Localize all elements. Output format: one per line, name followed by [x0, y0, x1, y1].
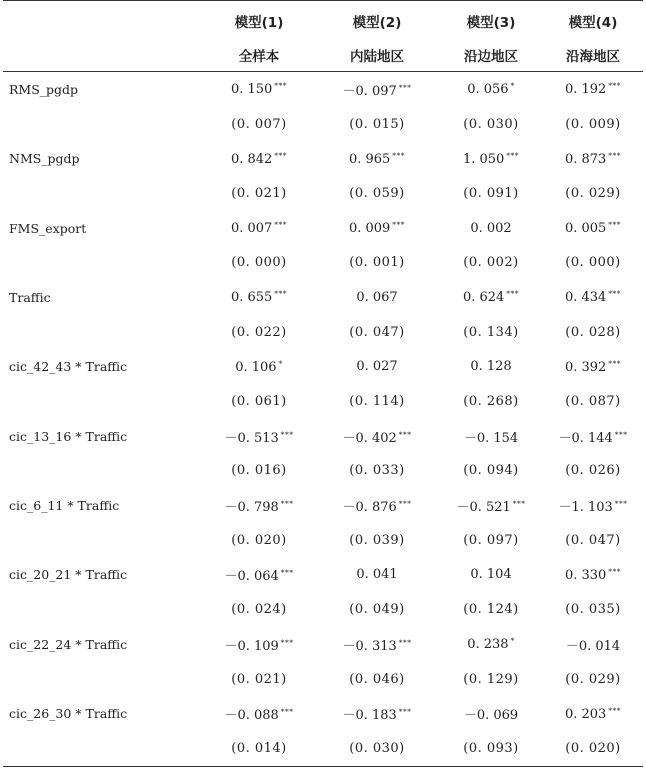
- coefficient-cell: [315, 488, 439, 523]
- coefficient-value: 0. 434: [564, 290, 607, 306]
- standard-error-row: [3, 245, 643, 280]
- coefficient-cell: [203, 350, 315, 385]
- standard-error-cell: (0. 028): [565, 324, 621, 340]
- standard-error-cell: (0. 134): [463, 324, 519, 340]
- standard-error-row: [3, 662, 643, 697]
- coefficient-value: －0. 088: [224, 708, 279, 724]
- standard-error-row: [3, 523, 643, 558]
- header-model-1: 模型(1): [203, 1, 315, 39]
- coefficient-cell: [315, 696, 439, 731]
- coefficient-value: 0. 624: [462, 290, 505, 306]
- coefficient-value: －0. 798: [224, 500, 279, 516]
- coefficient-value: 0. 655: [230, 290, 273, 306]
- variable-name: cic_6_11 * Traffic: [9, 498, 120, 514]
- coefficient-value: －0. 109: [224, 638, 279, 654]
- standard-error-cell: (0. 022): [231, 324, 287, 340]
- coefficient-value: 0. 203: [564, 706, 607, 722]
- standard-error-cell: (0. 093): [439, 731, 543, 766]
- coefficient-cell: [543, 488, 643, 523]
- coefficient-value: 0. 128: [470, 359, 512, 375]
- coefficient-cell: [315, 419, 439, 454]
- significance-stars: ***: [274, 150, 288, 160]
- significance-stars: ***: [608, 220, 622, 230]
- significance-stars: *: [278, 358, 283, 368]
- significance-stars: ***: [392, 150, 406, 160]
- standard-error-cell: (0. 033): [349, 463, 405, 479]
- significance-stars: ***: [512, 499, 526, 509]
- standard-error-cell: (0. 020): [231, 532, 287, 548]
- standard-error-cell: (0. 047): [565, 532, 621, 548]
- significance-stars: ***: [280, 499, 294, 509]
- header-empty-cell: [3, 38, 203, 72]
- coefficient-cell: [203, 488, 315, 523]
- header-model-2: 模型(2): [315, 1, 439, 39]
- variable-name: cic_42_43 * Traffic: [9, 359, 128, 375]
- coefficient-cell: [439, 696, 543, 731]
- coefficient-cell: [543, 211, 643, 246]
- header-row-models: [3, 1, 643, 39]
- standard-error-row: [3, 315, 643, 350]
- coefficient-value: 0. 041: [356, 567, 398, 583]
- coefficient-cell: [543, 141, 643, 176]
- standard-error-cell: (0. 035): [565, 602, 621, 618]
- significance-stars: ***: [608, 566, 622, 576]
- coefficient-row: [3, 141, 643, 176]
- coefficient-cell: [543, 350, 643, 385]
- empty-cell: [3, 662, 203, 697]
- standard-error-row: [3, 384, 643, 419]
- coefficient-cell: [315, 627, 439, 662]
- coefficient-value: －0. 521: [456, 500, 511, 516]
- significance-stars: ***: [280, 429, 294, 439]
- coefficient-cell: [315, 350, 439, 385]
- variable-name: RMS_pgdp: [9, 81, 79, 97]
- coefficient-value: －0. 144: [558, 430, 613, 446]
- empty-cell: [3, 245, 203, 280]
- standard-error-cell: (0. 094): [463, 463, 519, 479]
- coefficient-value: 0. 002: [470, 220, 512, 236]
- coefficient-cell: [315, 72, 439, 107]
- coefficient-row: [3, 211, 643, 246]
- coefficient-cell: [315, 211, 439, 246]
- standard-error-cell: (0. 014): [203, 731, 315, 766]
- standard-error-cell: (0. 000): [565, 255, 621, 271]
- header-sample-3: 沿边地区: [439, 38, 543, 72]
- significance-stars: ***: [392, 220, 406, 230]
- empty-cell: [3, 592, 203, 627]
- significance-stars: ***: [398, 707, 412, 717]
- significance-stars: ***: [274, 81, 288, 91]
- coefficient-value: 0. 005: [564, 221, 607, 237]
- coefficient-value: 0. 965: [348, 151, 391, 167]
- empty-cell: [3, 315, 203, 350]
- coefficient-value: 0. 007: [230, 221, 273, 237]
- empty-cell: [3, 384, 203, 419]
- standard-error-cell: (0. 021): [231, 185, 287, 201]
- header-empty-cell: [3, 1, 203, 39]
- coefficient-cell: [315, 141, 439, 176]
- standard-error-cell: (0. 029): [565, 671, 621, 687]
- significance-stars: ***: [398, 499, 412, 509]
- coefficient-cell: [439, 488, 543, 523]
- significance-stars: ***: [608, 705, 622, 715]
- coefficient-cell: [203, 558, 315, 593]
- coefficient-row: [3, 72, 643, 107]
- standard-error-cell: (0. 049): [349, 602, 405, 618]
- standard-error-cell: (0. 007): [231, 116, 287, 132]
- coefficient-cell: [439, 211, 543, 246]
- coefficient-value: －0. 876: [342, 500, 397, 516]
- significance-stars: ***: [614, 499, 628, 509]
- significance-stars: ***: [280, 637, 294, 647]
- significance-stars: ***: [280, 707, 294, 717]
- standard-error-row: [3, 107, 643, 142]
- coefficient-value: 0. 056: [467, 82, 509, 98]
- header-row-samples: [3, 38, 643, 72]
- coefficient-value: 0. 842: [230, 151, 273, 167]
- standard-error-cell: (0. 024): [231, 602, 287, 618]
- variable-name: Traffic: [9, 289, 51, 305]
- empty-cell: [3, 454, 203, 489]
- variable-name: cic_22_24 * Traffic: [9, 636, 128, 652]
- coefficient-value: －0. 064: [224, 569, 279, 585]
- header-sample-1: 全样本: [203, 38, 315, 72]
- coefficient-value: 1. 050: [462, 151, 505, 167]
- header-sample-2: 内陆地区: [315, 38, 439, 72]
- coefficient-cell: [203, 72, 315, 107]
- table-header: [3, 1, 643, 72]
- coefficient-cell: [203, 696, 315, 731]
- standard-error-cell: (0. 091): [463, 185, 519, 201]
- coefficient-cell: [203, 627, 315, 662]
- significance-stars: ***: [608, 358, 622, 368]
- standard-error-cell: (0. 030): [315, 731, 439, 766]
- coefficient-value: 0. 392: [564, 359, 607, 375]
- coefficient-cell: [315, 280, 439, 315]
- standard-error-row: [3, 454, 643, 489]
- standard-error-cell: (0. 026): [565, 463, 621, 479]
- standard-error-cell: (0. 029): [565, 185, 621, 201]
- standard-error-cell: (0. 061): [231, 394, 287, 410]
- coefficient-cell: [543, 72, 643, 107]
- coefficient-value: －0. 513: [224, 430, 279, 446]
- coefficient-value: 0. 009: [348, 221, 391, 237]
- significance-stars: ***: [608, 81, 622, 91]
- coefficient-cell: [315, 558, 439, 593]
- coefficient-row: [3, 280, 643, 315]
- header-sample-4: 沿海地区: [543, 38, 643, 72]
- coefficient-value: －1. 103: [558, 500, 613, 516]
- coefficient-cell: [439, 141, 543, 176]
- coefficient-row: [3, 627, 643, 662]
- coefficient-cell: [543, 280, 643, 315]
- significance-stars: ***: [398, 429, 412, 439]
- coefficient-value: 0. 027: [356, 359, 398, 375]
- significance-stars: ***: [608, 289, 622, 299]
- coefficient-value: －0. 313: [342, 638, 397, 654]
- empty-cell: [3, 176, 203, 211]
- standard-error-cell: (0. 015): [349, 116, 405, 132]
- standard-error-cell: (0. 097): [463, 532, 519, 548]
- coefficient-cell: [543, 558, 643, 593]
- coefficient-cell: [543, 627, 643, 662]
- header-model-3: 模型(3): [439, 1, 543, 39]
- coefficient-value: －0. 154: [463, 430, 519, 446]
- table-body: [3, 72, 643, 767]
- standard-error-row: [3, 592, 643, 627]
- standard-error-row: [3, 731, 643, 766]
- variable-name: cic_20_21 * Traffic: [9, 567, 128, 583]
- standard-error-cell: (0. 059): [349, 185, 405, 201]
- standard-error-cell: (0. 000): [231, 255, 287, 271]
- significance-stars: ***: [506, 150, 520, 160]
- significance-stars: ***: [506, 289, 520, 299]
- significance-stars: ***: [280, 568, 294, 578]
- coefficient-cell: [203, 211, 315, 246]
- coefficient-value: －0. 183: [342, 708, 397, 724]
- standard-error-cell: (0. 002): [463, 255, 519, 271]
- standard-error-cell: (0. 046): [349, 671, 405, 687]
- standard-error-cell: (0. 030): [463, 116, 519, 132]
- standard-error-row: [3, 176, 643, 211]
- coefficient-cell: [439, 627, 543, 662]
- coefficient-row: [3, 419, 643, 454]
- coefficient-cell: [439, 558, 543, 593]
- significance-stars: ***: [614, 429, 628, 439]
- coefficient-value: 0. 238: [467, 637, 509, 653]
- standard-error-cell: (0. 020): [543, 731, 643, 766]
- standard-error-cell: (0. 087): [565, 394, 621, 410]
- significance-stars: ***: [274, 220, 288, 230]
- standard-error-cell: (0. 268): [463, 394, 519, 410]
- coefficient-value: 0. 104: [470, 567, 512, 583]
- coefficient-cell: [203, 419, 315, 454]
- coefficient-cell: [439, 419, 543, 454]
- empty-cell: [3, 107, 203, 142]
- significance-stars: ***: [398, 637, 412, 647]
- significance-stars: ***: [608, 150, 622, 160]
- coefficient-cell: [543, 419, 643, 454]
- coefficient-value: －0. 097: [342, 83, 397, 99]
- coefficient-value: 0. 067: [356, 289, 398, 305]
- standard-error-cell: (0. 047): [349, 324, 405, 340]
- coefficient-row: [3, 350, 643, 385]
- variable-name: NMS_pgdp: [9, 151, 80, 167]
- regression-table: [3, 0, 643, 767]
- coefficient-row: [3, 558, 643, 593]
- significance-stars: *: [510, 636, 515, 646]
- standard-error-cell: (0. 016): [231, 463, 287, 479]
- empty-cell: [3, 731, 203, 766]
- significance-stars: ***: [274, 289, 288, 299]
- coefficient-value: 0. 150: [230, 82, 273, 98]
- coefficient-value: －0. 069: [463, 708, 519, 724]
- coefficient-row: [3, 488, 643, 523]
- empty-cell: [3, 523, 203, 558]
- variable-name: FMS_export: [9, 220, 87, 236]
- coefficient-value: －0. 014: [565, 638, 621, 654]
- coefficient-cell: [439, 72, 543, 107]
- coefficient-cell: [543, 696, 643, 731]
- header-model-4: 模型(4): [543, 1, 643, 39]
- standard-error-cell: (0. 129): [463, 671, 519, 687]
- standard-error-cell: (0. 001): [349, 255, 405, 271]
- significance-stars: *: [510, 81, 515, 91]
- standard-error-cell: (0. 114): [349, 394, 405, 410]
- coefficient-value: －0. 402: [342, 430, 397, 446]
- standard-error-cell: (0. 009): [565, 116, 621, 132]
- coefficient-cell: [439, 280, 543, 315]
- significance-stars: ***: [398, 82, 412, 92]
- coefficient-cell: [439, 350, 543, 385]
- coefficient-value: 0. 106: [235, 359, 277, 375]
- coefficient-value: 0. 873: [564, 151, 607, 167]
- coefficient-value: 0. 330: [564, 567, 607, 583]
- variable-name: cic_13_16 * Traffic: [9, 428, 128, 444]
- coefficient-cell: [203, 280, 315, 315]
- standard-error-cell: (0. 124): [463, 602, 519, 618]
- variable-name: cic_26_30 * Traffic: [9, 706, 128, 722]
- standard-error-cell: (0. 021): [231, 671, 287, 687]
- standard-error-cell: (0. 039): [349, 532, 405, 548]
- coefficient-cell: [203, 141, 315, 176]
- coefficient-value: 0. 192: [564, 82, 607, 98]
- coefficient-row: [3, 696, 643, 731]
